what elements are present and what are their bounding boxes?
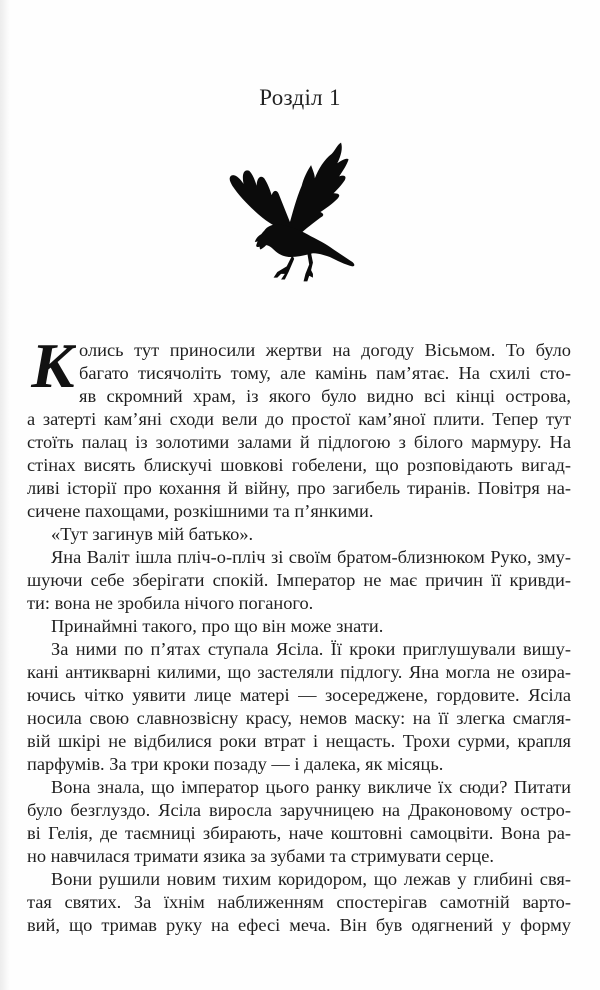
text-line: багато тисячоліть тому, але камінь пам’ятає. На схилі сто- xyxy=(79,363,571,383)
text-line: сичене пахощами, розкішними та п’янкими. xyxy=(27,501,374,521)
text-line: носила свою славнозвісну красу, немов маску: на її злегка смагля- xyxy=(27,708,571,728)
raven-ornament-icon xyxy=(224,137,370,287)
page-gutter-shadow xyxy=(0,0,10,990)
text-line: шуючи себе зберігати спокій. Імператор не має причин її кривди- xyxy=(27,570,571,590)
text-line: парфумів. За три кроки позаду — і далека, як місяць. xyxy=(27,754,444,774)
text-line: Яна Валіт ішла пліч-о-пліч зі своїм братом-близнюком Руко, зму- xyxy=(51,547,571,567)
svg-text:К: К xyxy=(31,335,75,397)
text-line: стоїть палац із золотими залами й підлогою з білого мармуру. На xyxy=(27,432,571,452)
text-line: а затерті кам’яні сходи вели до простої кам’яної плити. Тепер тут xyxy=(27,409,571,429)
text-line: За ними по п’ятах ступала Ясіла. Її кроки приглушували вишу- xyxy=(51,639,571,659)
text-line: Вони рушили новим тихим коридором, що лежав у глибині свя- xyxy=(51,869,571,889)
text-line: ливі історії про кохання й війну, про загибель тиранів. Повітря на- xyxy=(27,478,571,498)
text-line: ючись чітко уявити лице матері — зосереджене, гордовите. Ясіла xyxy=(27,685,571,705)
text-line: вий, що тримав руку на ефесі меча. Він був одягнений у форму xyxy=(27,915,571,935)
text-line: вій шкірі не відбилися роки втрат і нещасть. Трохи сурми, крапля xyxy=(27,731,571,751)
text-line: Принаймні такого, про що він може знати. xyxy=(51,616,384,636)
text-line: но навчилася тримати язика за зубами та стримувати серце. xyxy=(27,846,494,866)
text-line: «Тут загинув мій батько». xyxy=(51,524,254,544)
text-line: Вона знала, що імператор цього ранку викличе їх сюди? Питати xyxy=(51,777,571,797)
text-line: ти: вона не зробила нічого поганого. xyxy=(27,593,314,613)
text-line: було безглуздо. Ясіла виросла заручницею на Драконовому остро- xyxy=(27,800,571,820)
text-line: тая святих. За їхнім наближенням спостерігав самотній варто- xyxy=(27,892,571,912)
text-line: олись тут приносили жертви на догоду Вісьмом. То було xyxy=(79,340,571,360)
text-line: яв скромний храм, із якого було видно всі кінці острова, xyxy=(79,386,571,406)
chapter-title: Розділ 1 xyxy=(259,85,341,110)
text-line: ві Гелія, де таємниці збирають, наче коштовні самоцвіти. Вона ра- xyxy=(27,823,571,843)
text-line: кані антикварні килими, що застеляли підлогу. Яна могла не озира- xyxy=(27,662,571,682)
text-line: стінах висять блискучі шовкові гобелени, що розповідають вигад- xyxy=(27,455,571,475)
chapter-body xyxy=(27,339,571,937)
